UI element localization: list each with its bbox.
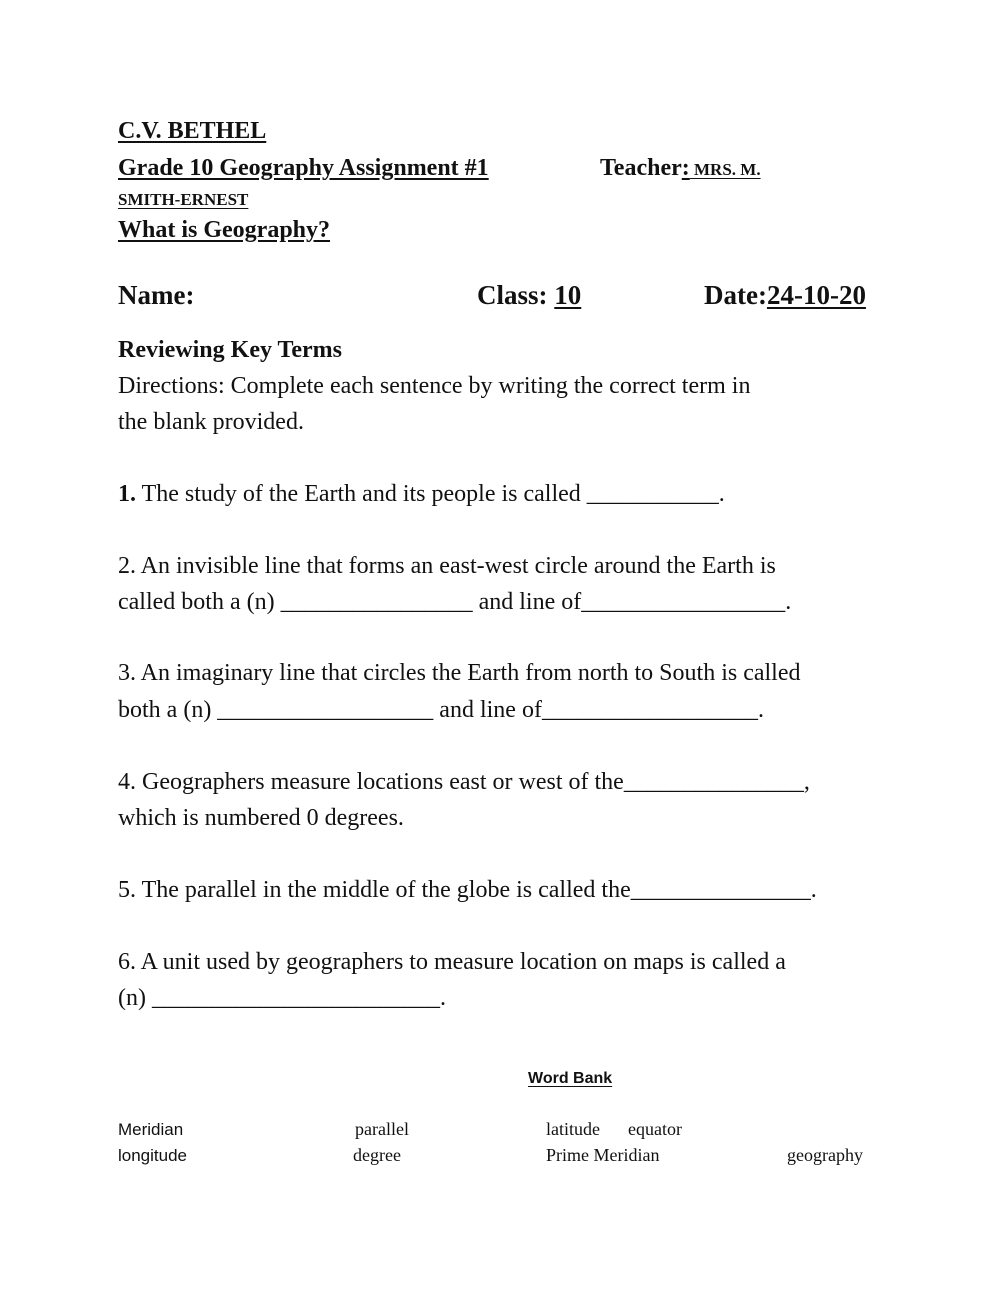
word-bank-item: latitude [546, 1119, 600, 1139]
teacher-name-first: MRS. M. [689, 160, 761, 179]
question-2-line-1: 2. An invisible line that forms an east-west circle around the Earth is [118, 553, 776, 579]
question-3-line-1: 3. An imaginary line that circles the Earth from north to South is called [118, 660, 801, 686]
question-2-line-2: called both a (n) ________________ and line of_________________. [118, 589, 792, 615]
question-4-line-1: 4. Geographers measure locations east or west of the_______________, [118, 769, 810, 795]
assignment-title: Grade 10 Geography Assignment #1 [118, 155, 489, 181]
teacher-name-second: SMITH-ERNEST [118, 190, 249, 209]
word-bank-item: degree [353, 1145, 401, 1165]
question-1-text: The study of the Earth and its people is called ___________. [136, 481, 725, 507]
directions-line-2: the blank provided. [118, 409, 304, 435]
word-bank-item: Meridian [118, 1120, 184, 1139]
word-bank-title: Word Bank [528, 1070, 613, 1087]
teacher-colon: : [681, 155, 690, 181]
teacher-field [600, 155, 761, 182]
word-bank-item: parallel [355, 1119, 409, 1139]
date-label: Date: [704, 280, 767, 310]
directions-line-1: Directions: Complete each sentence by writing the correct term in [118, 373, 751, 399]
question-1-number: 1. [118, 481, 136, 507]
question-5: 5. The parallel in the middle of the globe is called the_______________. [118, 877, 817, 903]
name-label: Name: [118, 280, 195, 310]
question-1 [118, 481, 725, 508]
question-3-line-2: both a (n) __________________ and line of__________________. [118, 697, 764, 723]
class-value: 10 [554, 280, 582, 310]
word-bank-item: equator [628, 1119, 682, 1139]
word-bank-item: Prime Meridian [546, 1145, 660, 1165]
word-bank-item: geography [787, 1145, 863, 1165]
class-label: Class: [477, 280, 555, 310]
teacher-label: Teacher [600, 155, 682, 181]
school-name: C.V. BETHEL [118, 118, 267, 144]
question-6-line-2: (n) ________________________. [118, 985, 446, 1011]
date-value: 24-10-20 [766, 280, 866, 310]
word-bank-item: longitude [118, 1146, 188, 1165]
section-title: Reviewing Key Terms [118, 337, 342, 363]
date-field [704, 280, 866, 311]
class-field [477, 280, 581, 311]
assignment-topic: What is Geography? [118, 217, 331, 243]
question-6-line-1: 6. A unit used by geographers to measure location on maps is called a [118, 949, 786, 975]
question-4-line-2: which is numbered 0 degrees. [118, 805, 404, 831]
